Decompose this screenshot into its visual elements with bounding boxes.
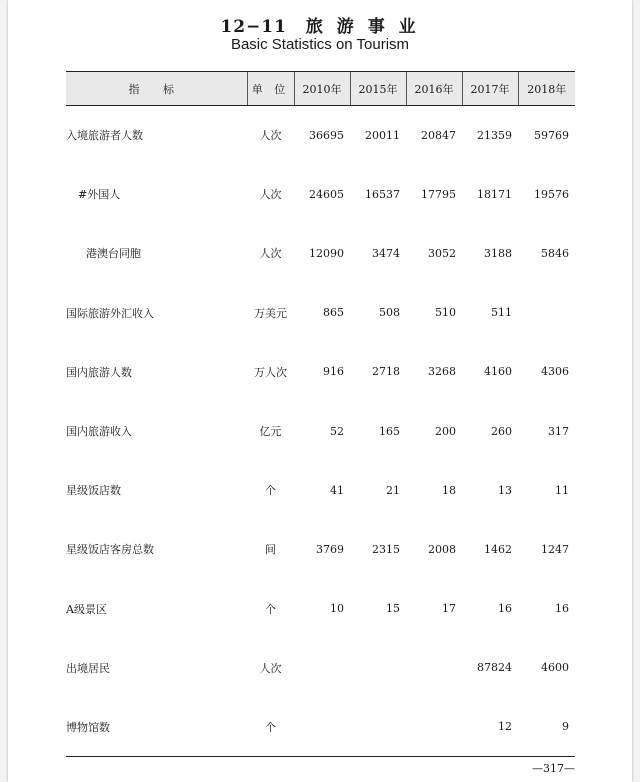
cell-2010: 12090: [309, 246, 344, 260]
header-year-2015: 2015年: [350, 72, 406, 106]
row-indicator: 国内旅游收入: [66, 425, 132, 439]
header-year-2018: 2018年: [518, 72, 575, 106]
page-title: [0, 12, 640, 37]
cell-2010: 865: [323, 306, 344, 320]
header-year-2017: 2017年: [462, 72, 518, 106]
row-unit: 个: [247, 697, 294, 756]
row-unit: 间: [265, 543, 276, 557]
cell-2017: 12: [462, 697, 518, 756]
row-unit: 亿元: [259, 425, 282, 439]
header-unit: 单 位: [247, 72, 294, 106]
cell-2018: 4306: [541, 365, 569, 379]
row-unit: 人次: [259, 661, 282, 675]
row-indicator: 星级饭店数: [66, 484, 121, 498]
cell-2017: 13: [498, 483, 512, 497]
cell-2015: 15: [386, 602, 400, 616]
table-row: [66, 697, 575, 756]
row-unit: 人次: [259, 188, 282, 202]
cell-2017: 16: [498, 602, 512, 616]
row-unit: 万人次: [254, 365, 287, 379]
row-indicator: 星级饭店客房总数: [66, 543, 154, 557]
cell-2015: 20011: [365, 128, 400, 142]
row-unit: 万美元: [254, 306, 287, 320]
page-number: —317—: [532, 762, 575, 775]
table-row: [66, 638, 575, 697]
row-indicator: 入境旅游者人数: [66, 129, 143, 143]
cell-2018: 11: [555, 483, 569, 497]
cell-2016: 3268: [428, 365, 456, 379]
cell-2016: 17795: [421, 187, 456, 201]
cell-2018: 5846: [541, 246, 569, 260]
cell-2016: [406, 638, 462, 697]
cell-2010: 916: [323, 365, 344, 379]
cell-2010: 3769: [316, 542, 344, 556]
table-row: [66, 461, 575, 520]
cell-2016: [406, 697, 462, 756]
table-number: 12−11: [220, 17, 287, 37]
table-row: [66, 401, 575, 460]
cell-2015: 2718: [372, 365, 400, 379]
table-header-row: [66, 72, 575, 106]
cell-2018: 59769: [534, 128, 569, 142]
table-row: [66, 342, 575, 401]
row-unit: 人次: [259, 247, 282, 261]
row-indicator: 出境居民: [66, 661, 110, 675]
cell-2010: [294, 638, 350, 697]
title-english: Basic Statistics on Tourism: [230, 36, 410, 53]
table-row: [66, 579, 575, 638]
cell-2016: 18: [442, 483, 456, 497]
cell-2018: 16: [555, 602, 569, 616]
cell-2010: 52: [330, 424, 344, 438]
header-indicator: 指 标: [66, 72, 247, 106]
cell-2018: 1247: [541, 542, 569, 556]
cell-2015: [350, 697, 406, 756]
row-indicator: 港澳台同胞: [86, 247, 141, 261]
cell-2016: 510: [435, 306, 456, 320]
cell-2015: 2315: [372, 542, 400, 556]
cell-2017: 1462: [484, 542, 512, 556]
cell-2016: 17: [442, 602, 456, 616]
table-row: [66, 165, 575, 224]
cell-2016: 3052: [428, 246, 456, 260]
cell-2017: 21359: [477, 128, 512, 142]
cell-2010: 41: [330, 483, 344, 497]
row-unit: 人次: [259, 129, 282, 143]
table-row: [66, 106, 575, 165]
header-year-2010: 2010年: [294, 72, 350, 106]
cell-2010: 36695: [309, 128, 344, 142]
cell-2017: 260: [491, 424, 512, 438]
header-year-2016: 2016年: [406, 72, 462, 106]
row-indicator: 国内旅游人数: [66, 365, 132, 379]
cell-2016: 20847: [421, 128, 456, 142]
row-unit: 个: [265, 484, 276, 498]
cell-2017: 87824: [477, 661, 512, 675]
table-row: [66, 520, 575, 579]
cell-2018: 4600: [541, 661, 569, 675]
row-indicator: A级景区: [66, 602, 107, 616]
cell-2018: 317: [548, 424, 569, 438]
cell-2015: 165: [379, 424, 400, 438]
title-chinese: 旅 游 事 业: [305, 17, 420, 37]
cell-2017: 511: [491, 306, 512, 320]
cell-2010: [294, 697, 350, 756]
cell-2015: 508: [379, 306, 400, 320]
cell-2010: 24605: [309, 187, 344, 201]
tourism-statistics-table: [66, 71, 575, 757]
cell-2016: 2008: [428, 542, 456, 556]
cell-2017: 4160: [484, 365, 512, 379]
cell-2016: 200: [435, 424, 456, 438]
row-indicator: 博物馆数: [66, 697, 247, 756]
row-indicator: #外国人: [78, 188, 121, 202]
cell-2018: 19576: [534, 187, 569, 201]
cell-2010: 10: [330, 602, 344, 616]
cell-2018: [518, 283, 575, 342]
table-row: [66, 283, 575, 342]
cell-2017: 3188: [484, 246, 512, 260]
row-indicator: 国际旅游外汇收入: [66, 306, 154, 320]
table-row: [66, 224, 575, 283]
cell-2018: 9: [518, 697, 575, 756]
cell-2015: 16537: [365, 187, 400, 201]
cell-2015: 21: [386, 483, 400, 497]
cell-2017: 18171: [477, 187, 512, 201]
cell-2015: [350, 638, 406, 697]
cell-2015: 3474: [372, 246, 400, 260]
row-unit: 个: [265, 602, 276, 616]
